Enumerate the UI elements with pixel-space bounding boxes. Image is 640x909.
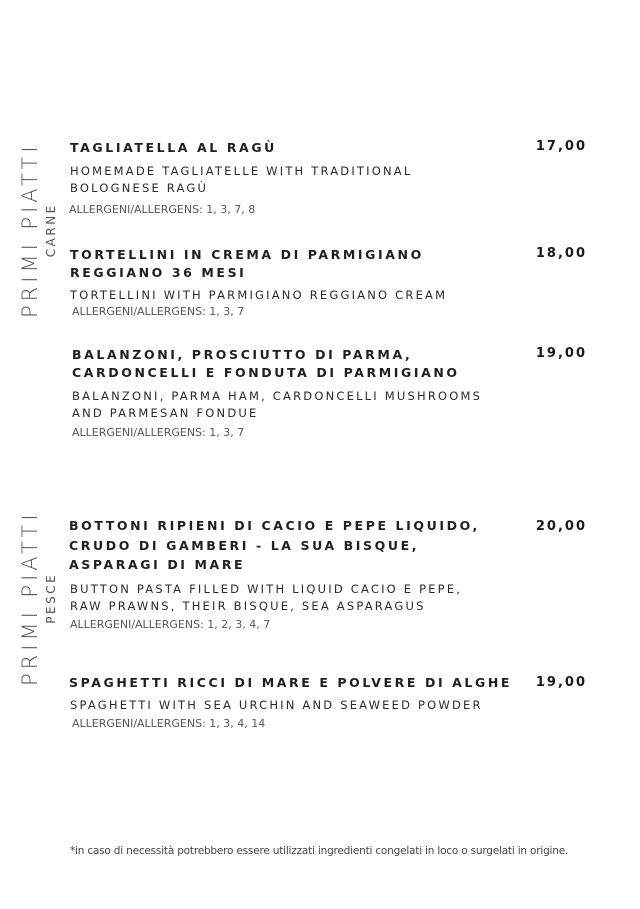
dish-title: TAGLIATELLA AL RAGÙ: [70, 140, 277, 155]
dish-allergens: ALLERGENI/ALLERGENS: 1, 3, 7, 8: [69, 203, 256, 216]
section-subtitle: PESCE: [44, 572, 58, 624]
dish-price: 19,00: [535, 346, 587, 361]
dish-price: 17,00: [535, 139, 587, 154]
section-title: PRIMI PIATTI: [18, 142, 42, 318]
dish-description: TORTELLINI WITH PARMIGIANO REGGIANO CREAM: [70, 288, 448, 302]
section-label-pesce: [18, 510, 58, 686]
section-title: PRIMI PIATTI: [18, 510, 42, 686]
dish-price: 19,00: [535, 675, 587, 690]
dish-allergens: ALLERGENI/ALLERGENS: 1, 3, 7: [72, 426, 245, 439]
section-label-carne: [18, 142, 58, 318]
dish-description: SPAGHETTI WITH SEA URCHIN AND SEAWEED POWDER: [70, 698, 483, 712]
dish-title: CRUDO DI GAMBERI - LA SUA BISQUE,: [69, 538, 420, 553]
dish-title: CARDONCELLI E FONDUTA DI PARMIGIANO: [72, 365, 460, 380]
dish-allergens: ALLERGENI/ALLERGENS: 1, 3, 7: [72, 305, 245, 318]
dish-allergens: ALLERGENI/ALLERGENS: 1, 3, 4, 14: [72, 717, 266, 730]
dish-allergens: ALLERGENI/ALLERGENS: 1, 2, 3, 4, 7: [70, 618, 271, 631]
section-subtitle: CARNE: [44, 203, 58, 258]
dish-description: BALANZONI, PARMA HAM, CARDONCELLI MUSHROOMS: [72, 389, 483, 403]
dish-title: TORTELLINI IN CREMA DI PARMIGIANO: [70, 247, 424, 262]
dish-description: RAW PRAWNS, THEIR BISQUE, SEA ASPARAGUS: [70, 599, 426, 613]
dish-title: ASPARAGI DI MARE: [69, 557, 246, 572]
dish-description: BOLOGNESE RAGÙ: [70, 181, 209, 195]
footnote: *in caso di necessità potrebbero essere utilizzati ingredienti congelati in loco o surgelati in origine.: [70, 845, 569, 857]
dish-title: SPAGHETTI RICCI DI MARE E POLVERE DI ALGHE: [69, 675, 513, 690]
dish-title: REGGIANO 36 MESI: [70, 265, 247, 280]
dish-description: BUTTON PASTA FILLED WITH LIQUID CACIO E PEPE,: [70, 582, 463, 596]
dish-description: AND PARMESAN FONDUE: [72, 406, 259, 420]
dish-price: 18,00: [535, 246, 587, 261]
dish-description: HOMEMADE TAGLIATELLE WITH TRADITIONAL: [70, 164, 413, 178]
dish-price: 20,00: [535, 519, 587, 534]
dish-title: BALANZONI, PROSCIUTTO DI PARMA,: [72, 347, 413, 362]
dish-title: BOTTONI RIPIENI DI CACIO E PEPE LIQUIDO,: [69, 518, 480, 533]
